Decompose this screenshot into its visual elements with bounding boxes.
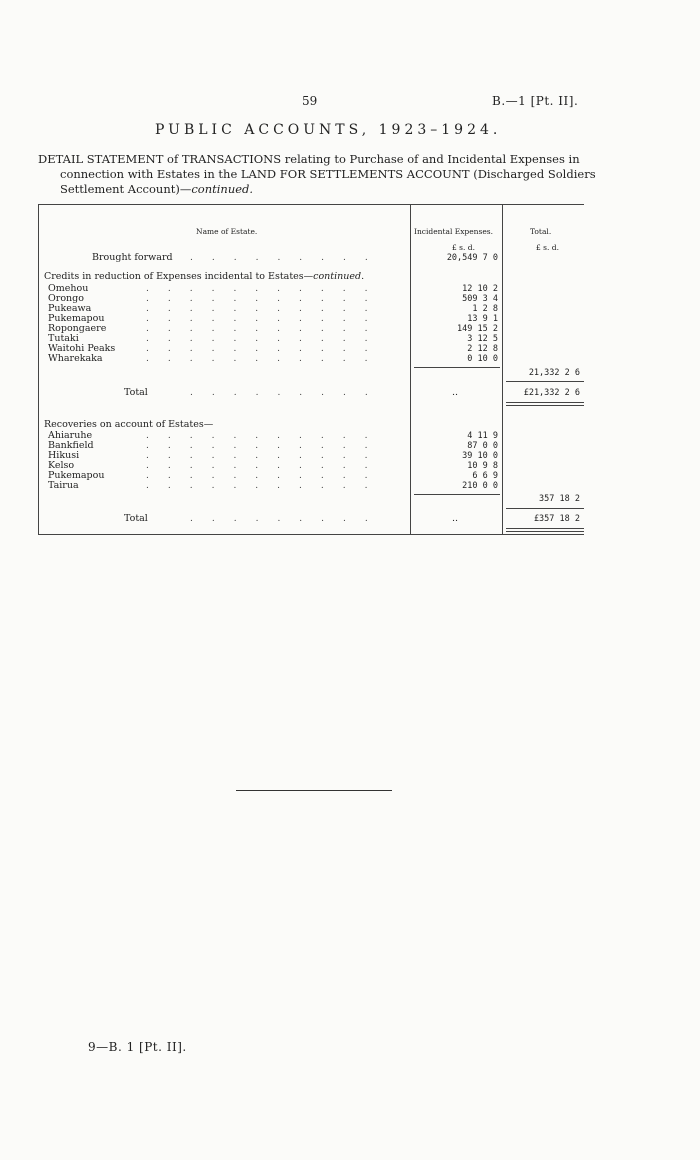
credit-row-value: 0 10 0 (467, 354, 498, 364)
recovery-row-value: 39 10 0 (462, 451, 498, 461)
column-divider-2 (502, 204, 503, 534)
page-title: PUBLIC ACCOUNTS, 1923–1924. (155, 122, 502, 138)
brought-forward-label: Brought forward (92, 252, 173, 263)
credit-row-name: Pukemapou (48, 313, 105, 324)
credit-row-name: Ropongaere (48, 323, 107, 334)
leader-dots: ........... (146, 284, 387, 294)
credit-row-value: 2 12 8 (467, 344, 498, 354)
credits-total-rule-top (506, 381, 584, 382)
table-left-edge (38, 204, 39, 534)
heading-line-3: Settlement Account)—continued. (60, 182, 254, 196)
recovery-row-name: Bankfield (48, 440, 94, 451)
leader-dots: ......... (190, 388, 387, 398)
credit-row-name: Omehou (48, 283, 89, 294)
credit-row-value: 1 2 8 (472, 304, 498, 314)
credit-row-name: Waitohi Peaks (48, 343, 116, 354)
credits-total-rule-bottom-1 (506, 402, 584, 403)
recovery-row-value: 87 0 0 (467, 441, 498, 451)
credits-heading: Credits in reduction of Expenses incidental to Estates—continued. (44, 271, 365, 282)
credit-row-value: 3 12 5 (467, 334, 498, 344)
separator-rule (236, 790, 392, 791)
leader-dots: ........... (146, 314, 387, 324)
leader-dots: ........... (146, 294, 387, 304)
credit-row-name: Wharekaka (48, 353, 103, 364)
recoveries-subtotal: 357 18 2 (539, 494, 580, 504)
leader-dots: ........... (146, 481, 387, 491)
table-bottom-rule (38, 534, 584, 535)
recovery-row-name: Pukemapou (48, 470, 105, 481)
leader-dots: ........... (146, 461, 387, 471)
leader-dots: ........... (146, 431, 387, 441)
leader-dots: ........... (146, 324, 387, 334)
leader-dots: ........... (146, 344, 387, 354)
page-number: 59 (302, 94, 318, 108)
credit-row-value: 13 9 1 (467, 314, 498, 324)
credit-row-value: 12 10 2 (462, 284, 498, 294)
brought-forward-value: 20,549 7 0 (446, 253, 498, 263)
statement-heading (38, 152, 664, 197)
credit-row-value: 509 3 4 (462, 294, 498, 304)
header-total: Total. (530, 227, 552, 236)
recoveries-total-rule-bottom-2 (506, 531, 584, 532)
column-divider-1 (410, 204, 411, 534)
leader-dots: ........... (146, 471, 387, 481)
recoveries-total-value: £357 18 2 (533, 514, 580, 524)
credits-total-rule-bottom-2 (506, 405, 584, 406)
credit-row-value: 149 15 2 (457, 324, 498, 334)
header-name-of-estate: Name of Estate. (196, 227, 258, 236)
credits-subtotal: 21,332 2 6 (528, 368, 580, 378)
credit-row-name: Tutaki (48, 333, 79, 344)
credit-row-name: Orongo (48, 293, 84, 304)
recoveries-sum-rule (414, 494, 500, 495)
recoveries-total-rule-bottom-1 (506, 528, 584, 529)
heading-line-2: connection with Estates in the LAND FOR SETTLEMENTS ACCOUNT (Discharged Soldiers (60, 167, 596, 181)
credits-sum-rule (414, 367, 500, 368)
recoveries-total-rule-top (506, 508, 584, 509)
recovery-row-value: 10 9 8 (467, 461, 498, 471)
leader-dots: ........... (146, 451, 387, 461)
recovery-row-value: 210 0 0 (462, 481, 498, 491)
leader-dots: ........... (146, 441, 387, 451)
units-total: £ s. d. (536, 243, 559, 252)
recovery-row-value: 4 11 9 (467, 431, 498, 441)
recovery-row-name: Kelso (48, 460, 75, 471)
recovery-row-name: Hikusi (48, 450, 80, 461)
header-incidental-expenses: Incidental Expenses. (414, 227, 494, 236)
heading-line-1: DETAIL STATEMENT of TRANSACTIONS relating to Purchase of and Incidental Expenses in (38, 152, 580, 166)
recovery-row-value: 6 6 9 (472, 471, 498, 481)
footer-reference: 9—B. 1 [Pt. II]. (88, 1040, 187, 1054)
continued-label: continued. (191, 182, 254, 196)
document-reference: B.—1 [Pt. II]. (492, 94, 579, 108)
leader-dots: ........... (146, 304, 387, 314)
leader-dots: ......... (190, 514, 387, 524)
leader-dots: ......... (190, 253, 387, 263)
leader-dots: ........... (146, 354, 387, 364)
recoveries-total-label: Total (124, 513, 148, 524)
units-incidental: £ s. d. (452, 243, 475, 252)
recovery-row-name: Tairua (48, 480, 79, 491)
recovery-row-name: Ahiaruhe (48, 430, 93, 441)
credits-total-incidental: .. (452, 387, 459, 398)
leader-dots: ........... (146, 334, 387, 344)
credit-row-name: Pukeawa (48, 303, 92, 314)
recoveries-total-incidental: .. (452, 513, 459, 524)
credits-total-value: £21,332 2 6 (523, 388, 580, 398)
credits-total-label: Total (124, 387, 148, 398)
recoveries-heading: Recoveries on account of Estates— (44, 419, 214, 430)
